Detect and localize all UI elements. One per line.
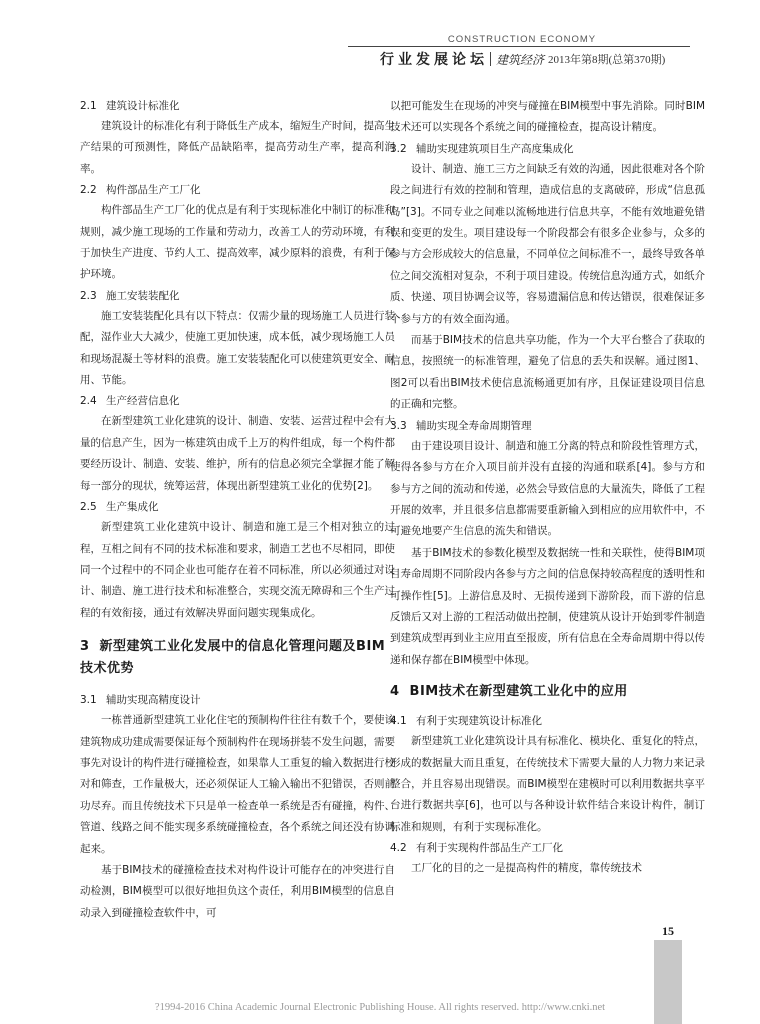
left-column xyxy=(80,96,395,924)
subsection-title: 有利于实现构件部品生产工厂化 xyxy=(416,842,563,855)
paragraph: 而基于BIM技术的信息共享功能，作为一个大平台整合了获取的信息，按照统一的标准管理，避免了信息的丢失和误解。通过图1、图2可以看出BIM技术使信息流畅通更加有序，且保证建设项目信息的正确和完整。 xyxy=(390,334,705,411)
page-number: 15 xyxy=(662,924,674,938)
copyright-footer: ?1994-2016 China Academic Journal Electronic Publishing House. All rights reserved. http://www.cnki.net xyxy=(154,1002,606,1013)
subsection-number: 2.4 xyxy=(80,395,97,408)
subsection-title: 施工安装装配化 xyxy=(106,289,180,302)
subsection-number: 3.1 xyxy=(80,694,97,707)
subsection-title: 生产集成化 xyxy=(106,501,159,514)
subsection-heading xyxy=(80,690,395,710)
header-rule xyxy=(348,46,690,47)
subsection-heading xyxy=(80,497,395,517)
section-heading xyxy=(390,681,705,703)
subsection-title: 辅助实现高精度设计 xyxy=(106,694,201,707)
paragraph: 在新型建筑工业化建筑的设计、制造、安装、运营过程中会有大量的信息产生，因为一栋建筑由成千上万的构件组成，每一个构件都要经历设计、制造、安装、维护，所有的信息必须完全掌握才能了解每一部分的现状，统筹运营，体现出新型建筑工业化的优势[2]。 xyxy=(80,415,395,492)
subsection-heading xyxy=(80,391,395,411)
paragraph: 新型建筑工业化建筑中设计、制造和施工是三个相对独立的过程，互相之间有不同的技术标准和要求，制造工艺也不尽相同，即使同一个过程中的不同企业也可能存在着不同标准，所以必须通过对设计、制造、施工进行技术和标准整合，实现交流无障碍和三个生产过程的有效衔接，通过有效解决界面问题实现集成化。 xyxy=(80,521,395,619)
section-number: 4 xyxy=(390,684,400,700)
paragraph: 一栋普通新型建筑工业化住宅的预制构件往往有数千个，要使该建筑物成功建成需要保证每个预制构件在现场拼装不发生问题，需要事先对设计的构件进行碰撞检查，如果靠人工重复的输入数据进行校对和筛查，工作量极大，还必须保证人工输入输出不犯错误，否则前功尽弃。而且传统技术下只是单一检查单一系统是否有碰撞，构件、管道、线路之间不能实现多系统碰撞检查，各个系统之间还没有协调起来。 xyxy=(80,714,395,855)
subsection-title: 辅助实现建筑项目生产高度集成化 xyxy=(416,142,574,155)
subsection-title: 建筑设计标准化 xyxy=(106,100,180,112)
subsection-number: 3.3 xyxy=(390,419,407,432)
subsection-number: 3.2 xyxy=(390,142,407,155)
section-heading xyxy=(80,636,395,680)
subsection-title: 构件部品生产工厂化 xyxy=(106,184,201,197)
issue-info: 2013年第8期(总第370期) xyxy=(548,54,666,66)
column-title: 行业发展论坛 xyxy=(380,52,488,68)
subsection-number: 2.2 xyxy=(80,184,97,197)
subsection-number: 4.2 xyxy=(390,842,407,855)
subsection-heading xyxy=(80,96,395,116)
subsection-title: 有利于实现建筑设计标准化 xyxy=(416,715,542,728)
subsection-heading xyxy=(390,416,705,436)
paragraph: 由于建设项目设计、制造和施工分离的特点和阶段性管理方式，使得各参与方在介入项目前并没有直接的沟通和联系[4]。参与方和参与方之间的流动和传递，必然会导致信息的大量流失，降低了工程开展的效率，并且很多信息都需要重新输入到相应的应用软件中，不可避免地要产生信息的流失和错误。 xyxy=(390,439,705,538)
subsection-number: 2.1 xyxy=(80,100,97,112)
paragraph: 施工安装装配化具有以下特点：仅需少量的现场施工人员进行装配，湿作业大大减少，使施工更加快速，成本低，减少现场施工人员和现场混凝土等材料的浪费。施工安装装配化可以使建筑更安全、耐用、节能。 xyxy=(80,309,395,387)
subsection-heading xyxy=(390,711,705,731)
paragraph: 基于BIM技术的碰撞检查技术对构件设计可能存在的冲突进行自动检测，BIM模型可以很好地担负这个责任，利用BIM模型的信息自动录入到碰撞检查软件中，可 xyxy=(80,863,395,919)
journal-brand-logo: 建筑经济 xyxy=(496,52,545,67)
paragraph: 构件部品生产工厂化的优点是有利于实现标准化中制订的标准和规则，减少施工现场的工作量和劳动力，改善工人的劳动环境，有利于加快生产进度、节约人工、提高效率，减少原料的浪费，有利于保护环境。 xyxy=(80,204,395,281)
paragraph: 建筑设计的标准化有利于降低生产成本，缩短生产时间，提高生产结果的可预测性，降低产品缺陷率，提高劳动生产率，提高利润率。 xyxy=(80,120,395,175)
subsection-heading xyxy=(80,286,395,306)
subsection-title: 辅助实现全寿命周期管理 xyxy=(416,419,532,432)
subsection-title: 生产经营信息化 xyxy=(106,395,180,408)
paragraph: 工厂化的目的之一是提高构件的精度，靠传统技术 xyxy=(411,862,642,875)
paragraph-continued: 以把可能发生在现场的冲突与碰撞在BIM模型中事先消除。同时BIM技术还可以实现各个系统之间的碰撞检查，提高设计精度。 xyxy=(390,100,705,134)
subsection-heading xyxy=(390,838,705,858)
section-title: BIM技术在新型建筑工业化中的应用 xyxy=(409,684,628,700)
subsection-number: 2.5 xyxy=(80,501,97,514)
section-title: 新型建筑工业化发展中的信息化管理问题及BIM技术优势 xyxy=(80,639,386,677)
subsection-heading xyxy=(390,139,705,159)
header-divider xyxy=(490,52,491,66)
subsection-number: 4.1 xyxy=(390,715,407,728)
journal-header xyxy=(380,49,700,69)
right-column xyxy=(390,96,705,880)
paragraph: 新型建筑工业化建筑设计具有标准化、模块化、重复化的特点，形成的数据量大而且重复，在传统技术下需要大量的人力物力来记录整合，并且容易出现错误。而BIM模型在建模时可以利用数据共享平台进行数据共享[6]，也可以与各种设计软件结合来设计构件，制订标准和规则，有利于实现标准化。 xyxy=(390,735,705,833)
journal-english-title: CONSTRUCTION ECONOMY xyxy=(447,34,597,45)
paragraph: 基于BIM技术的参数化模型及数据统一性和关联性，使得BIM项目寿命周期不同阶段内各参与方之间的信息保持较高程度的透明性和可操作性[5]。上游信息及时、无损传递到下游阶段，而下游的信息反馈后又对上游的工程活动做出控制，使建筑从设计开始到零件制造到建筑成型再到业主应用直至报废，所有信息在全寿命周期中得以传递和保存都在BIM模型中体现。 xyxy=(390,546,705,666)
subsection-heading xyxy=(80,180,395,200)
subsection-number: 2.3 xyxy=(80,289,97,302)
paragraph: 设计、制造、施工三方之间缺乏有效的沟通，因此很难对各个阶段之间进行有效的控制和管理，造成信息的支离破碎，形成“信息孤岛”[3]。不同专业之间难以流畅地进行信息共享，不能有效地避免错误和变更的发生。项目建设每一个阶段都会有很多企业参与，众多的参与方会形成较大的信息量，不同单位之间标准不一，最终导致各单位之间交流相对复杂，不利于项目建设。传统信息沟通方式，如纸介质、快递、项目协调会议等，容易遗漏信息和传达错误，很难保证多个参与方的有效全面沟通。 xyxy=(390,162,705,325)
section-number: 3 xyxy=(80,639,90,655)
